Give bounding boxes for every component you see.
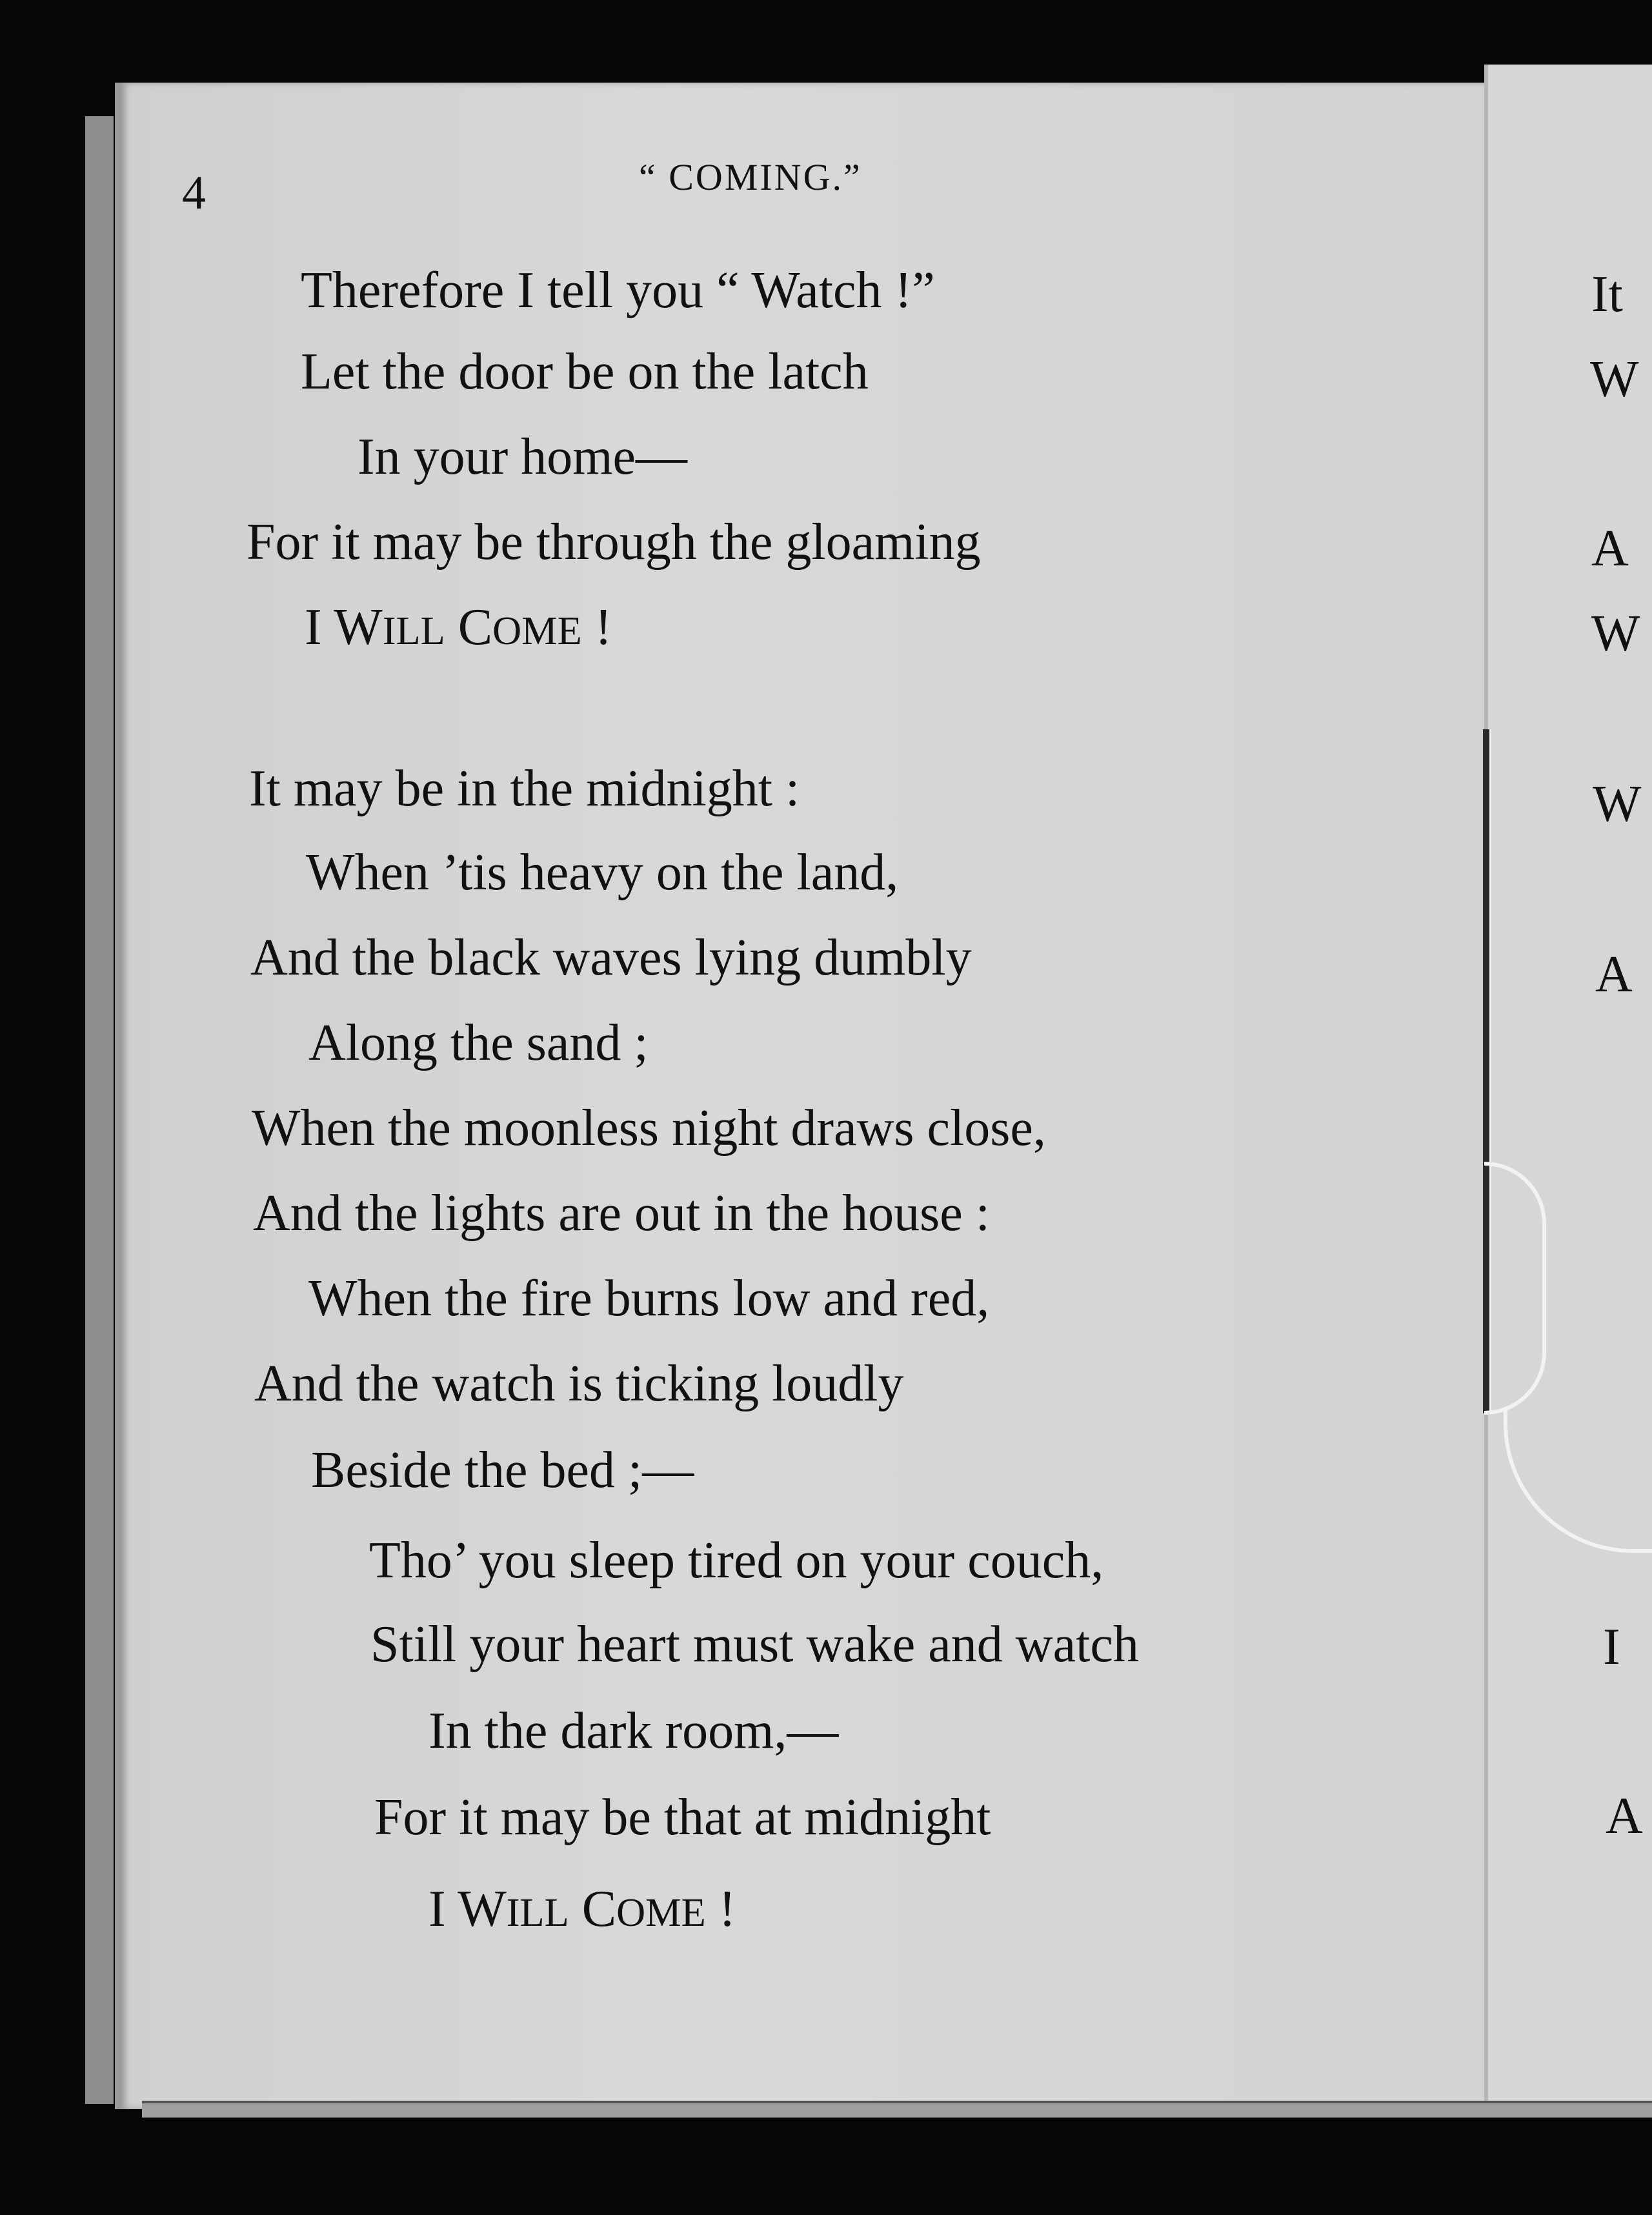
facing-page-fragment: A bbox=[1606, 1788, 1643, 1845]
binding-thread-loop bbox=[1484, 1162, 1546, 1415]
poem-line: For it may be that at midnight bbox=[374, 1789, 991, 1846]
poem-line: It may be in the midnight : bbox=[249, 760, 800, 817]
page-bottom-edge bbox=[142, 2101, 1652, 2118]
poem-line: When ’tis heavy on the land, bbox=[306, 844, 899, 901]
poem-line-small-caps: I WILL COME ! bbox=[428, 1881, 736, 1937]
facing-page-fragment: It bbox=[1591, 266, 1623, 323]
poem-line: Along the sand ; bbox=[308, 1015, 649, 1071]
page-number: 4 bbox=[182, 167, 206, 219]
left-page-edge bbox=[85, 116, 114, 2104]
poem-line: Tho’ you sleep tired on your couch, bbox=[369, 1532, 1104, 1589]
poem-line: For it may be through the gloaming bbox=[247, 514, 981, 571]
poem-line: When the moonless night draws close, bbox=[252, 1100, 1046, 1157]
poem-line: In the dark room,— bbox=[428, 1703, 839, 1759]
poem-line: And the black waves lying dumbly bbox=[250, 929, 972, 986]
facing-page-fragment: A bbox=[1595, 946, 1633, 1003]
poem-line: When the fire burns low and red, bbox=[308, 1270, 990, 1327]
running-head: “ COMING.” bbox=[639, 156, 862, 198]
poem-line: And the watch is ticking loudly bbox=[254, 1355, 904, 1412]
facing-page-fragment: W bbox=[1590, 351, 1639, 408]
poem-line: Therefore I tell you “ Watch !” bbox=[301, 262, 935, 319]
poem-line: Beside the bed ;— bbox=[311, 1442, 694, 1499]
poem-line: Still your heart must wake and watch bbox=[370, 1616, 1139, 1673]
facing-page-fragment: W bbox=[1593, 776, 1642, 833]
poem-line: In your home— bbox=[358, 429, 688, 485]
facing-page-fragment: A bbox=[1591, 520, 1629, 577]
facing-page-fragment: W bbox=[1591, 605, 1640, 662]
poem-line: And the lights are out in the house : bbox=[253, 1185, 991, 1242]
poem-line-small-caps: I WILL COME ! bbox=[305, 599, 612, 656]
poem-line: Let the door be on the latch bbox=[301, 343, 869, 400]
facing-page-fragment: I bbox=[1603, 1619, 1620, 1675]
